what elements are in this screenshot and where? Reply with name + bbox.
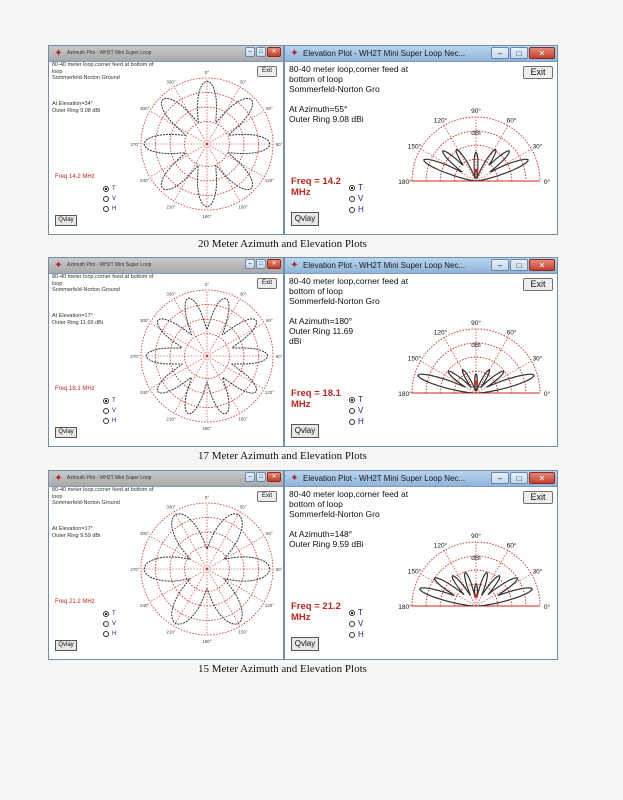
window-title: Elevation Plot - WH2T Mini Super Loop Nec... xyxy=(303,49,466,58)
grid-spoke xyxy=(207,356,264,389)
azimuth-tick-label: 150° xyxy=(238,416,248,422)
window-controls xyxy=(245,472,281,485)
azimuth-tick-label: 300° xyxy=(139,106,150,111)
elevation-tick-label: 120° xyxy=(433,117,448,125)
title-bar xyxy=(49,46,283,62)
radio-label: H xyxy=(112,206,117,212)
elevation-window xyxy=(284,45,558,235)
exit-button[interactable]: Exit xyxy=(257,278,277,289)
close-button[interactable]: ✕ xyxy=(529,472,555,484)
azimuth-tick-label: 0° xyxy=(204,495,210,500)
info-line: 80-40 meter loop,corner feed at xyxy=(289,489,409,499)
radio-group xyxy=(349,607,364,640)
radio-dot-icon[interactable] xyxy=(349,408,355,414)
close-button[interactable]: ✕ xyxy=(529,47,555,59)
radio-dot-icon[interactable] xyxy=(103,186,109,192)
window-controls xyxy=(491,472,555,485)
elevation-plot xyxy=(398,526,551,618)
app-icon: ✦ xyxy=(290,473,299,484)
azimuth-window xyxy=(48,45,284,235)
frequency-unit: MHz xyxy=(291,399,311,410)
radio-h[interactable] xyxy=(103,629,116,639)
exit-button[interactable]: Exit xyxy=(523,66,553,79)
qvlay-button[interactable]: Qvlay xyxy=(291,212,319,226)
azimuth-tick-label: 180° xyxy=(202,426,212,431)
azimuth-tick-label: 180° xyxy=(202,214,212,219)
info-line: Sommerfeld-Norton Gro xyxy=(289,84,380,94)
readout-line: Outer Ring 11.69 xyxy=(289,326,354,336)
window-title: Elevation Plot - WH2T Mini Super Loop Nec... xyxy=(303,474,466,483)
grid-spoke xyxy=(174,144,207,201)
qvlay-button[interactable]: Qvlay xyxy=(55,427,77,438)
azimuth-tick-label: 150° xyxy=(238,629,248,635)
azimuth-tick-label: 180° xyxy=(202,639,212,644)
minimize-button[interactable]: – xyxy=(245,472,255,482)
elevation-tick-label: 180° xyxy=(398,391,412,398)
readout-line: At Azimuth=55° xyxy=(289,104,348,114)
radio-dot-icon[interactable] xyxy=(103,631,109,637)
frequency-label: Freq 21.2 MHz xyxy=(55,599,95,605)
azimuth-tick-label: 210° xyxy=(166,204,176,210)
window-controls xyxy=(245,47,281,60)
title-bar xyxy=(49,258,283,274)
elevation-tick-label: 90° xyxy=(471,108,481,115)
app-icon: ✦ xyxy=(290,48,299,59)
azimuth-plot xyxy=(129,491,285,647)
azimuth-plot xyxy=(129,66,285,222)
radio-h[interactable] xyxy=(349,416,364,427)
window-controls xyxy=(491,259,555,272)
info-line: 80-40 meter loop,corner feed at bottom of xyxy=(52,487,154,493)
elevation-tick-label: 180° xyxy=(398,604,412,611)
readout-line: At Elevation=17° xyxy=(52,526,93,532)
elevation-tick-label: 150° xyxy=(407,143,422,151)
elevation-tick-label: 0° xyxy=(543,604,551,611)
readout-line: At Azimuth=148° xyxy=(289,529,353,539)
elevation-tick-label: 30° xyxy=(532,355,543,363)
azimuth-window xyxy=(48,257,284,447)
grid-spoke xyxy=(174,356,207,413)
radio-dot-icon[interactable] xyxy=(349,632,355,638)
frequency-value: Freq = 14.2 xyxy=(291,176,341,187)
radio-label: V xyxy=(112,196,117,202)
qvlay-button[interactable]: Qvlay xyxy=(291,637,319,651)
frequency-value: Freq = 21.2 xyxy=(291,601,341,612)
azimuth-tick-label: 240° xyxy=(139,603,150,608)
azimuth-tick-label: 270° xyxy=(130,354,140,359)
radio-label: V xyxy=(112,408,117,414)
radio-label: H xyxy=(358,417,364,426)
radio-h[interactable] xyxy=(349,629,364,640)
azimuth-tick-label: 90° xyxy=(275,567,283,572)
radio-label: V xyxy=(112,621,117,627)
azimuth-tick-label: 150° xyxy=(238,204,248,210)
frequency-label xyxy=(291,601,341,623)
elevation-tick-label: 0° xyxy=(543,179,551,186)
elevation-tick-label: 30° xyxy=(532,568,543,576)
readout-line: At Elevation=34° xyxy=(52,101,93,107)
center-marker xyxy=(474,169,478,173)
close-button[interactable]: ✕ xyxy=(267,259,281,269)
readout-line: At Elevation=17° xyxy=(52,313,93,319)
info-line: 80-40 meter loop,corner feed at xyxy=(289,64,409,74)
azimuth-tick-label: 300° xyxy=(139,318,150,323)
window-info xyxy=(289,489,408,519)
window-controls xyxy=(491,47,555,60)
frequency-unit: MHz xyxy=(291,187,311,198)
info-line: loop xyxy=(52,68,63,75)
info-line: 80-40 meter loop,corner feed at xyxy=(289,276,409,286)
azimuth-tick-label: 300° xyxy=(139,531,150,536)
maximize-button[interactable]: □ xyxy=(256,47,266,57)
azimuth-window xyxy=(48,470,284,660)
azimuth-tick-label: 60° xyxy=(265,531,273,536)
info-line: 80-40 meter loop,corner feed at bottom of xyxy=(52,274,154,280)
radio-h[interactable] xyxy=(103,416,116,426)
readout-line: Outer Ring 9.08 dBi xyxy=(52,108,101,114)
elevation-readout xyxy=(52,101,100,115)
radio-dot-icon[interactable] xyxy=(349,419,355,425)
radio-dot-icon[interactable] xyxy=(103,408,109,414)
section-caption: 20 Meter Azimuth and Elevation Plots xyxy=(198,238,367,250)
app-icon: ✦ xyxy=(290,260,299,271)
radio-dot-icon[interactable] xyxy=(103,611,109,617)
radio-dot-icon[interactable] xyxy=(103,621,109,627)
elevation-tick-label: 0° xyxy=(543,391,551,398)
info-line: Sommerfeld-Norton Gro xyxy=(289,509,380,519)
readout-line: Outer Ring 9.59 dBi xyxy=(52,533,101,539)
azimuth-tick-label: 240° xyxy=(139,390,150,395)
close-button[interactable]: ✕ xyxy=(267,47,281,57)
radio-group xyxy=(103,184,116,214)
frequency-label: Freq 18.1 MHz xyxy=(55,386,95,392)
radio-dot-icon[interactable] xyxy=(349,610,355,616)
radio-group xyxy=(349,394,364,427)
frequency-value: Freq = 18.1 xyxy=(291,388,341,399)
elevation-plot xyxy=(398,313,551,405)
center-marker xyxy=(474,594,478,598)
window-info xyxy=(289,64,408,94)
title-bar xyxy=(285,471,557,487)
radio-group xyxy=(349,182,364,215)
window-controls xyxy=(245,259,281,272)
exit-button[interactable]: Exit xyxy=(523,278,553,291)
window-title: Elevation Plot - WH2T Mini Super Loop Nec... xyxy=(303,261,466,270)
azimuth-tick-label: 0° xyxy=(204,282,210,287)
minimize-button[interactable]: – xyxy=(245,47,255,57)
app-icon: ✦ xyxy=(54,473,63,484)
close-button[interactable]: ✕ xyxy=(529,259,555,271)
maximize-button[interactable]: □ xyxy=(510,47,528,59)
radio-h[interactable] xyxy=(103,204,116,214)
radio-v[interactable] xyxy=(103,406,116,416)
azimuth-tick-label: 120° xyxy=(264,178,275,183)
dbi-label: dBi xyxy=(471,341,481,349)
azimuth-readout xyxy=(289,529,364,549)
frequency-label: Freq 14.2 MHz xyxy=(55,174,95,180)
azimuth-readout xyxy=(289,316,353,346)
exit-button[interactable]: Exit xyxy=(257,491,277,502)
maximize-button[interactable]: □ xyxy=(256,472,266,482)
azimuth-tick-label: 210° xyxy=(166,416,176,422)
radio-label: V xyxy=(358,619,364,628)
elevation-tick-label: 150° xyxy=(407,355,422,363)
radio-dot-icon[interactable] xyxy=(349,397,355,403)
elevation-window xyxy=(284,257,558,447)
elevation-readout xyxy=(52,313,103,327)
azimuth-tick-label: 60° xyxy=(265,318,273,323)
radio-t[interactable] xyxy=(103,184,116,194)
azimuth-tick-label: 240° xyxy=(139,178,150,183)
radio-label: V xyxy=(358,406,364,415)
minimize-button[interactable]: – xyxy=(245,259,255,269)
radio-t[interactable] xyxy=(349,394,364,405)
title-bar xyxy=(285,258,557,274)
window-info xyxy=(289,276,408,306)
exit-button[interactable]: Exit xyxy=(257,66,277,77)
elevation-tick-label: 180° xyxy=(398,179,412,186)
azimuth-tick-label: 210° xyxy=(166,629,176,635)
frequency-unit: MHz xyxy=(291,612,311,623)
radio-h[interactable] xyxy=(349,204,364,215)
minimize-button[interactable]: – xyxy=(491,472,509,484)
azimuth-tick-label: 30° xyxy=(239,291,247,297)
center-marker xyxy=(474,381,478,385)
elevation-tick-label: 60° xyxy=(506,542,517,550)
app-icon: ✦ xyxy=(54,260,63,271)
section-caption: 17 Meter Azimuth and Elevation Plots xyxy=(198,450,367,462)
qvlay-button[interactable]: Qvlay xyxy=(55,215,77,226)
radio-v[interactable] xyxy=(349,618,364,629)
radio-dot-icon[interactable] xyxy=(349,621,355,627)
info-line: Sommerfeld-Norton Gro xyxy=(289,296,380,306)
radio-dot-icon[interactable] xyxy=(349,207,355,213)
radio-dot-icon[interactable] xyxy=(103,418,109,424)
info-line: bottom of loop xyxy=(289,74,343,84)
elevation-tick-label: 150° xyxy=(407,568,422,576)
radio-t[interactable] xyxy=(349,182,364,193)
azimuth-tick-label: 120° xyxy=(264,603,275,608)
azimuth-tick-label: 120° xyxy=(264,390,275,395)
dbi-label: dBi xyxy=(471,129,481,137)
radio-label: H xyxy=(112,631,117,637)
elevation-tick-label: 30° xyxy=(532,143,543,151)
azimuth-tick-label: 270° xyxy=(130,142,140,147)
radio-label: H xyxy=(358,205,364,214)
readout-line: Outer Ring 9.59 dBi xyxy=(289,539,364,549)
window-title: Azimuth Plot - WH2T Mini Super Loop xyxy=(67,50,152,56)
qvlay-button[interactable]: Qvlay xyxy=(55,640,77,651)
azimuth-tick-label: 90° xyxy=(275,142,283,147)
qvlay-button[interactable]: Qvlay xyxy=(291,424,319,438)
radio-dot-icon[interactable] xyxy=(103,196,109,202)
maximize-button[interactable]: □ xyxy=(510,472,528,484)
frequency-label xyxy=(291,176,341,198)
grid-spoke xyxy=(476,551,508,606)
elevation-tick-label: 90° xyxy=(471,533,481,540)
radio-label: T xyxy=(358,395,363,404)
radio-dot-icon[interactable] xyxy=(349,185,355,191)
info-line: Sommerfeld-Norton Ground xyxy=(52,500,120,506)
maximize-button[interactable]: □ xyxy=(510,259,528,271)
radio-label: T xyxy=(358,183,363,192)
elevation-window xyxy=(284,470,558,660)
azimuth-plot xyxy=(129,278,285,434)
azimuth-tick-label: 0° xyxy=(204,70,210,75)
close-button[interactable]: ✕ xyxy=(267,472,281,482)
elevation-tick-label: 60° xyxy=(506,329,517,337)
window-title: Azimuth Plot - WH2T Mini Super Loop xyxy=(67,475,152,481)
azimuth-readout xyxy=(289,104,364,124)
elevation-tick-label: 120° xyxy=(433,329,448,337)
azimuth-tick-label: 60° xyxy=(265,106,273,111)
radio-dot-icon[interactable] xyxy=(349,196,355,202)
window-title: Azimuth Plot - WH2T Mini Super Loop xyxy=(67,262,152,268)
radio-t[interactable] xyxy=(103,609,116,619)
grid-spoke xyxy=(207,144,264,177)
radio-v[interactable] xyxy=(103,194,116,204)
exit-button[interactable]: Exit xyxy=(523,491,553,504)
radio-label: T xyxy=(358,608,363,617)
azimuth-tick-label: 90° xyxy=(275,354,283,359)
minimize-button[interactable]: – xyxy=(491,259,509,271)
radio-label: H xyxy=(112,418,117,424)
radio-v[interactable] xyxy=(349,193,364,204)
azimuth-tick-label: 30° xyxy=(239,504,247,510)
radio-label: H xyxy=(358,630,364,639)
elevation-plot xyxy=(398,101,551,193)
elevation-tick-label: 60° xyxy=(506,117,517,125)
minimize-button[interactable]: – xyxy=(491,47,509,59)
azimuth-tick-label: 30° xyxy=(239,79,247,85)
radio-v[interactable] xyxy=(103,619,116,629)
maximize-button[interactable]: □ xyxy=(256,259,266,269)
readout-line: Outer Ring 11.69 dBi xyxy=(52,320,103,326)
azimuth-tick-label: 330° xyxy=(166,504,176,510)
readout-line: At Azimuth=180° xyxy=(289,316,353,326)
azimuth-tick-label: 270° xyxy=(130,567,140,572)
info-line: Sommerfeld-Norton Ground xyxy=(52,287,120,293)
radio-group xyxy=(103,609,116,639)
info-line: 80-40 meter loop,corner feed at bottom of xyxy=(52,62,154,68)
title-bar xyxy=(285,46,557,62)
azimuth-tick-label: 330° xyxy=(166,79,176,85)
title-bar xyxy=(49,471,283,487)
radio-label: T xyxy=(112,186,116,192)
radio-t[interactable] xyxy=(349,607,364,618)
elevation-tick-label: 120° xyxy=(433,542,448,550)
info-line: bottom of loop xyxy=(289,286,343,296)
radio-dot-icon[interactable] xyxy=(103,398,109,404)
elevation-tick-label: 90° xyxy=(471,320,481,327)
section-caption: 15 Meter Azimuth and Elevation Plots xyxy=(198,663,367,675)
radio-label: V xyxy=(358,194,364,203)
radio-t[interactable] xyxy=(103,396,116,406)
dbi-label: dBi xyxy=(471,554,481,562)
radio-label: T xyxy=(112,611,116,617)
elevation-readout xyxy=(52,526,100,540)
radio-group xyxy=(103,396,116,426)
info-line: loop xyxy=(52,493,63,500)
app-icon: ✦ xyxy=(54,48,63,59)
radio-v[interactable] xyxy=(349,405,364,416)
radio-dot-icon[interactable] xyxy=(103,206,109,212)
info-line: loop xyxy=(52,280,63,287)
readout-line: dBi xyxy=(289,336,302,346)
radio-label: T xyxy=(112,398,116,404)
frequency-label xyxy=(291,388,341,410)
info-line: bottom of loop xyxy=(289,499,343,509)
info-line: Sommerfeld-Norton Ground xyxy=(52,75,120,81)
grid-spoke xyxy=(207,569,264,602)
azimuth-tick-label: 330° xyxy=(166,291,176,297)
readout-line: Outer Ring 9.08 dBi xyxy=(289,114,364,124)
